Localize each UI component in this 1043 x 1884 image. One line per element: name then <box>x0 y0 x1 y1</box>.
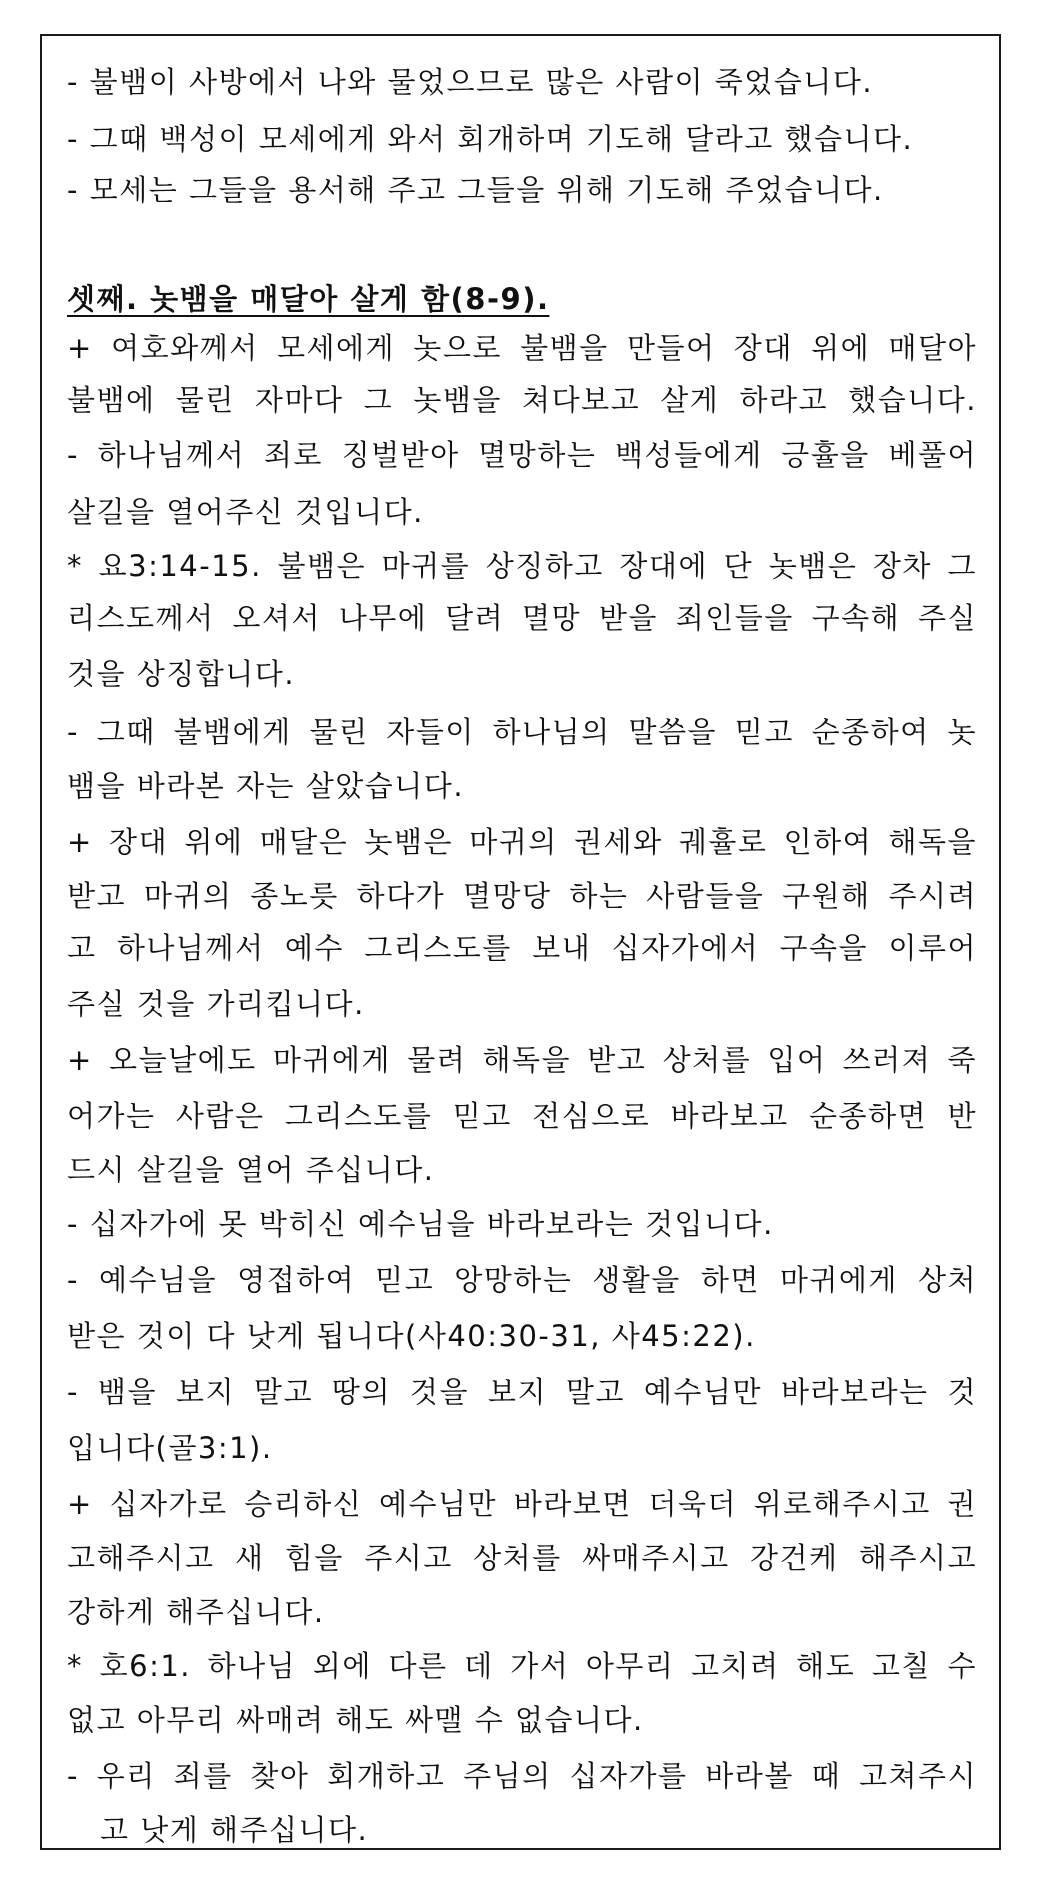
text-line: 뱀을 바라본 자는 살았습니다. <box>67 769 465 803</box>
text-line: + 십자가로 승리하신 예수님만 바라보면 더욱더 위로해주시고 권 <box>67 1487 977 1521</box>
section-heading: 셋째. 놋뱀을 매달아 살게 함(8-9). <box>67 282 550 316</box>
text-line: 고해주시고 새 힘을 주시고 상처를 싸매주시고 강건케 해주시고 <box>67 1541 977 1575</box>
text-line: 리스도께서 오셔서 나무에 달려 멸망 받을 죄인들을 구속해 주실 <box>67 601 977 635</box>
text-line: 고 하나님께서 예수 그리스도를 보내 십자가에서 구속을 이루어 <box>67 931 977 965</box>
text-line: 받고 마귀의 종노릇 하다가 멸망당 하는 사람들을 구원해 주시려 <box>67 879 977 913</box>
text-line: 받은 것이 다 낫게 됩니다(사40:30-31, 사45:22). <box>67 1319 756 1353</box>
text-line: 강하게 해주십니다. <box>67 1595 325 1629</box>
text-line: - 뱀을 보지 말고 땅의 것을 보지 말고 예수님만 바라보라는 것 <box>67 1375 977 1409</box>
text-line: 것을 상징합니다. <box>67 657 296 691</box>
text-line: 살길을 열어주신 것입니다. <box>67 495 424 529</box>
text-line: + 오늘날에도 마귀에게 물려 해독을 받고 상처를 입어 쓰러져 죽 <box>67 1043 977 1077</box>
text-line: - 그때 불뱀에게 물린 자들이 하나님의 말씀을 믿고 순종하여 놋 <box>67 715 977 749</box>
text-line: - 예수님을 영접하여 믿고 앙망하는 생활을 하면 마귀에게 상처 <box>67 1263 977 1297</box>
text-line: - 십자가에 못 박히신 예수님을 바라보라는 것입니다. <box>67 1207 774 1241</box>
text-line: 주실 것을 가리킵니다. <box>67 987 365 1021</box>
text-line: * 요3:14-15. 불뱀은 마귀를 상징하고 장대에 단 놋뱀은 장차 그 <box>67 549 977 583</box>
text-line: + 여호와께서 모세에게 놋으로 불뱀을 만들어 장대 위에 매달아 <box>67 331 977 365</box>
text-line: 불뱀에 물린 자마다 그 놋뱀을 쳐다보고 살게 하라고 했습니다. <box>67 383 977 417</box>
text-line: - 우리 죄를 찾아 회개하고 주님의 십자가를 바라볼 때 고쳐주시 <box>67 1759 977 1793</box>
text-line: 어가는 사람은 그리스도를 믿고 전심으로 바라보고 순종하면 반 <box>67 1099 977 1133</box>
text-line: - 모세는 그들을 용서해 주고 그들을 위해 기도해 주었습니다. <box>67 173 884 207</box>
text-line: 고 낫게 해주십니다. <box>100 1813 369 1847</box>
text-line: 드시 살길을 열어 주십니다. <box>67 1153 435 1187</box>
text-line: + 장대 위에 매달은 놋뱀은 마귀의 권세와 궤휼로 인하여 해독을 <box>67 825 977 859</box>
text-line: 입니다(골3:1). <box>67 1431 273 1465</box>
text-line: - 그때 백성이 모세에게 와서 회개하며 기도해 달라고 했습니다. <box>67 122 914 156</box>
text-line: - 하나님께서 죄로 징벌받아 멸망하는 백성들에게 긍휼을 베풀어 <box>67 438 977 472</box>
text-line: - 불뱀이 사방에서 나와 물었으므로 많은 사람이 죽었습니다. <box>67 65 874 99</box>
text-line: 없고 아무리 싸매려 해도 싸맬 수 없습니다. <box>67 1703 644 1737</box>
text-line: * 호6:1. 하나님 외에 다른 데 가서 아무리 고치려 해도 고칠 수 <box>67 1649 977 1683</box>
